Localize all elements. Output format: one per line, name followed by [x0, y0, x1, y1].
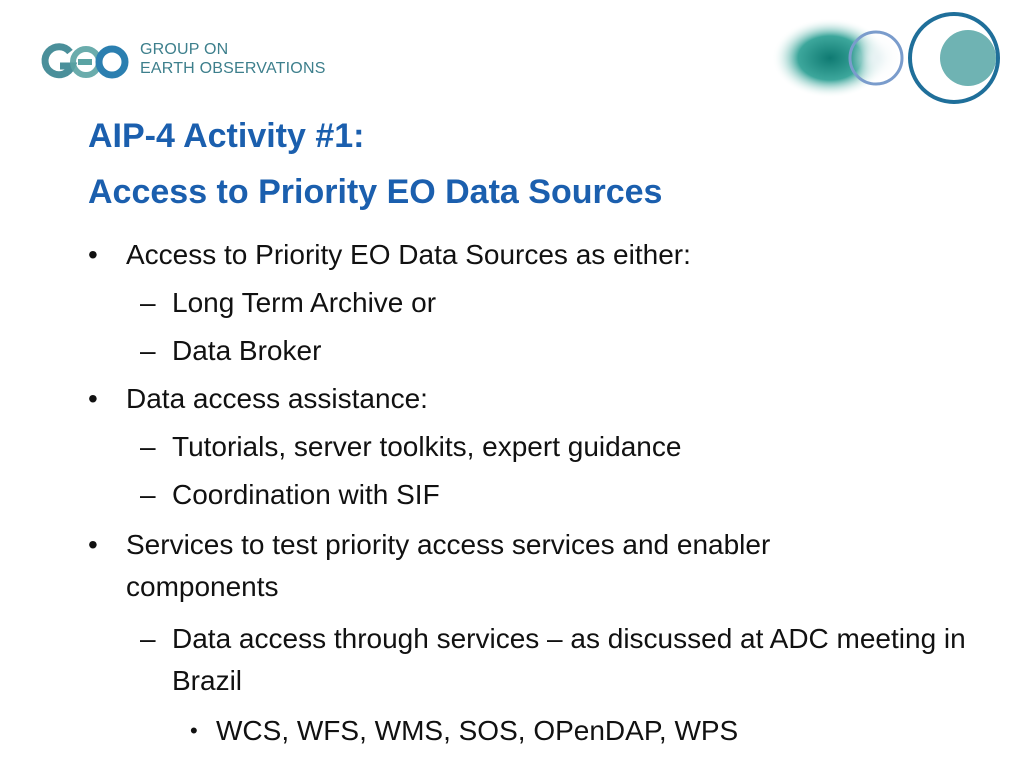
sub-bullet-text: Coordination with SIF — [172, 479, 440, 510]
title-line-1: AIP-4 Activity #1: — [88, 117, 365, 155]
bullet-list — [0, 236, 1024, 754]
bullet-marker: • — [190, 718, 198, 743]
sub-bullet-item — [0, 284, 1024, 322]
geo-logo-mark-icon — [40, 42, 132, 82]
title-line-2: Access to Priority EO Data Sources — [88, 173, 663, 211]
bullet-item — [0, 236, 1024, 274]
sub-sub-bullet-item — [0, 712, 1024, 750]
dash-marker: – — [140, 335, 156, 366]
sub-bullet-item — [0, 476, 1024, 514]
sub-bullet-text: Tutorials, server toolkits, expert guidance — [172, 431, 682, 462]
sub-bullet-text: Data Broker — [172, 335, 322, 366]
dash-marker: – — [140, 479, 156, 510]
logo-line-1: GROUP ON — [140, 41, 229, 58]
bullet-marker: • — [88, 383, 98, 414]
sub-bullet-text: Long Term Archive or — [172, 287, 437, 318]
bullet-text: Services to test priority access services and enabler components — [126, 529, 771, 602]
bullet-text: Access to Priority EO Data Sources as either: — [126, 239, 691, 270]
bullet-item — [0, 380, 1024, 418]
sub-bullet-item — [0, 618, 982, 702]
decorative-circles-icon — [770, 6, 1010, 111]
dash-marker: – — [140, 431, 156, 462]
sub-sub-bullet-text: WCS, WFS, WMS, SOS, OPenDAP, WPS — [216, 715, 739, 746]
bullet-text: Data access assistance: — [126, 383, 428, 414]
slide-title — [88, 108, 662, 220]
bullet-marker: • — [88, 239, 98, 270]
geo-logo — [40, 38, 340, 88]
dash-marker: – — [140, 623, 156, 654]
bullet-item — [0, 524, 926, 608]
logo-line-2: EARTH OBSERVATIONS — [140, 60, 326, 77]
sub-bullet-item — [0, 428, 1024, 466]
geo-logo-text — [140, 40, 326, 78]
bullet-marker: • — [88, 529, 98, 560]
dash-marker: – — [140, 287, 156, 318]
sub-bullet-text: Data access through services – as discussed at ADC meeting in Brazil — [172, 623, 966, 696]
sub-bullet-item — [0, 332, 1024, 370]
